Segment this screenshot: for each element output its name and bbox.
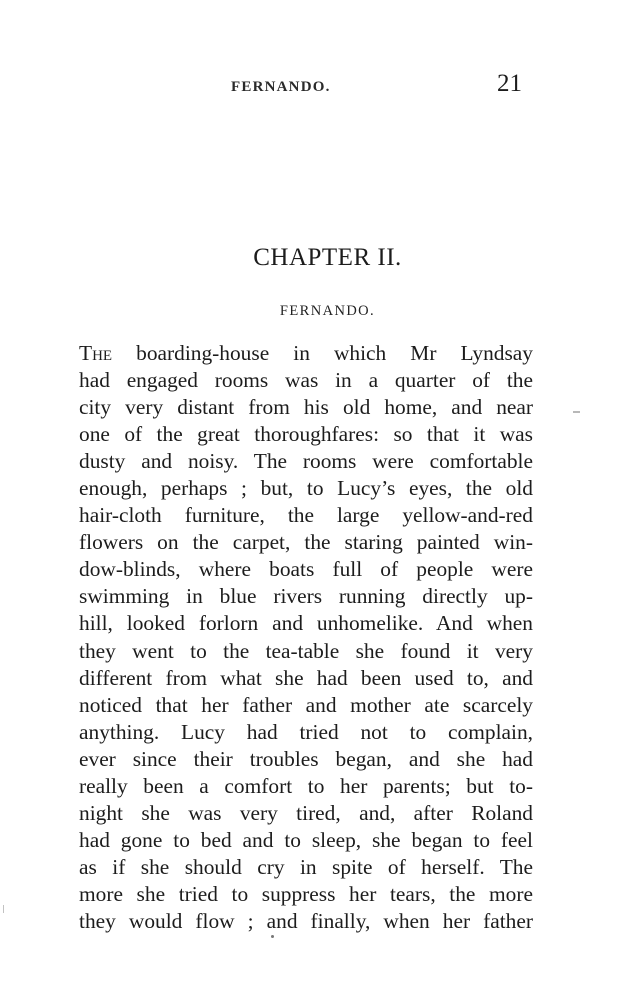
text-line-6: enough, perhaps ; but, to Lucy’s eyes, the old: [79, 476, 533, 501]
edge-speck: [3, 905, 4, 913]
text-line-11: hill, looked forlorn and unhomelike. And when: [79, 611, 533, 636]
body-text: [79, 340, 533, 935]
text-line-8: flowers on the carpet, the staring painted win-: [79, 530, 533, 555]
text-line-18: night she was very tired, and, after Roland: [79, 800, 533, 825]
text-line-9: dow-blinds, where boats full of people were: [79, 557, 533, 582]
chapter-subtitle: FERNANDO.: [279, 303, 376, 319]
text-line-1: The boarding-house in which Mr Lyndsay: [79, 341, 533, 365]
chapter-title: CHAPTER II.: [253, 244, 402, 271]
text-line-20: as if she should cry in spite of herself. The: [79, 854, 533, 879]
text-line-22: they would flow ; and finally, when her father: [79, 908, 533, 933]
text-line-12: they went to the tea-table she found it very: [79, 638, 533, 663]
text-line-5: dusty and noisy. The rooms were comfortable: [79, 449, 533, 474]
text-line-10: swimming in blue rivers running directly up-: [79, 584, 533, 609]
running-head: FERNANDO.: [231, 79, 331, 95]
text-line-17: really been a comfort to her parents; but to-: [79, 773, 533, 798]
page-speck: [271, 935, 274, 938]
text-line-14: noticed that her father and mother ate scarcely: [79, 692, 533, 717]
text-line-7: hair-cloth furniture, the large yellow-and-red: [79, 503, 533, 528]
page-number: 21: [497, 70, 522, 97]
opening-word: The: [79, 341, 113, 365]
text-line-21: more she tried to suppress her tears, the more: [79, 881, 533, 906]
text-line-4: one of the great thoroughfares: so that it was: [79, 422, 533, 447]
text-line-13: different from what she had been used to, and: [79, 665, 533, 690]
margin-mark: [573, 411, 580, 413]
text-line-3: city very distant from his old home, and near: [79, 395, 533, 420]
text-line-2: had engaged rooms was in a quarter of the: [79, 368, 533, 393]
text-line-15: anything. Lucy had tried not to complain,: [79, 719, 533, 744]
text-line-19: had gone to bed and to sleep, she began to feel: [79, 827, 533, 852]
text-line-16: ever since their troubles began, and she had: [79, 746, 533, 771]
